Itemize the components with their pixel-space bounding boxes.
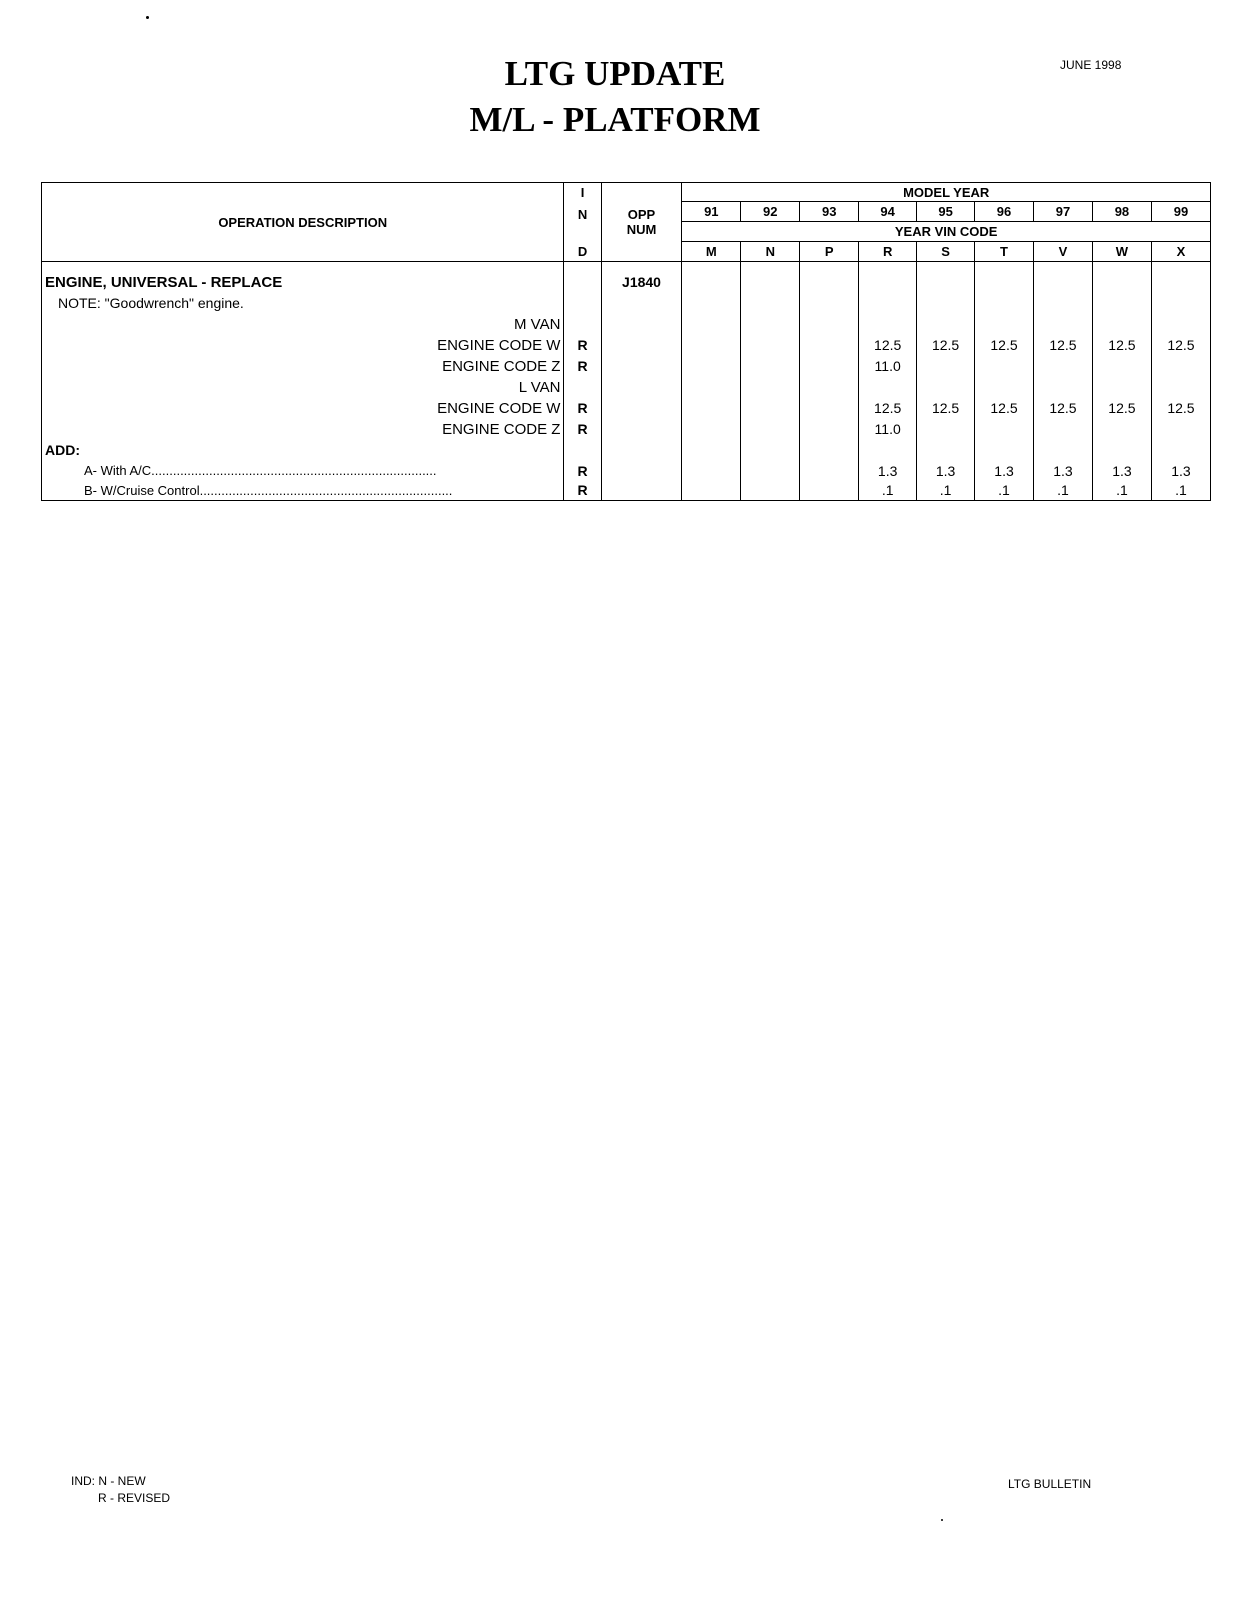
labor-time-value: [1092, 377, 1151, 398]
labor-time-value: [800, 398, 859, 419]
labor-time-value: [800, 377, 859, 398]
labor-time-value: [1034, 314, 1093, 335]
row-label: A- With A/C...............................................................................: [42, 461, 564, 481]
labor-time-value: [741, 481, 800, 501]
year-header: 93: [800, 202, 859, 222]
labor-time-value: 1.3: [975, 461, 1034, 481]
labor-time-value: [917, 419, 975, 440]
labor-time-value: [917, 356, 975, 377]
table-row: [42, 398, 1211, 419]
labor-time-value: 1.3: [859, 461, 917, 481]
vin-code: X: [1151, 242, 1210, 262]
labor-time-value: .1: [1034, 481, 1093, 501]
labor-time-value: 11.0: [859, 419, 917, 440]
labor-time-value: 12.5: [1151, 335, 1210, 356]
opp-number: J1840: [601, 272, 682, 293]
year-header: 96: [975, 202, 1034, 222]
labor-time-value: [741, 461, 800, 481]
vin-code: P: [800, 242, 859, 262]
data-rows: [42, 314, 1211, 440]
labor-time-value: 12.5: [917, 335, 975, 356]
row-label: L VAN: [42, 377, 564, 398]
labor-time-value: [1151, 356, 1210, 377]
row-opp-cell: [601, 398, 682, 419]
labor-time-value: [682, 398, 741, 419]
row-label: M VAN: [42, 314, 564, 335]
labor-time-value: 1.3: [1034, 461, 1093, 481]
labor-time-value: [800, 335, 859, 356]
year-header: 91: [682, 202, 741, 222]
table-row: [42, 481, 1211, 501]
labor-time-value: [917, 377, 975, 398]
table-body: [42, 262, 1211, 314]
labor-time-value: [1151, 419, 1210, 440]
labor-time-value: [682, 419, 741, 440]
row-indicator: R: [564, 461, 601, 481]
row-indicator: [564, 377, 601, 398]
labor-time-value: [859, 377, 917, 398]
model-year-header: MODEL YEAR: [682, 183, 1211, 202]
row-label: ENGINE CODE W: [42, 335, 564, 356]
ind-header-n: N: [564, 202, 601, 222]
operation-title: ENGINE, UNIVERSAL - REPLACE: [42, 272, 564, 293]
row-opp-cell: [601, 377, 682, 398]
document-date: JUNE 1998: [1060, 58, 1122, 72]
vin-code: M: [682, 242, 741, 262]
row-indicator: R: [564, 481, 601, 501]
labor-time-value: [1092, 356, 1151, 377]
table-row: [42, 335, 1211, 356]
speck: [941, 1519, 943, 1521]
row-indicator: R: [564, 398, 601, 419]
opp-header-blank: [601, 242, 682, 262]
labor-time-value: 12.5: [859, 335, 917, 356]
labor-time-value: [975, 356, 1034, 377]
table-header: [42, 183, 1211, 262]
labor-time-value: [741, 398, 800, 419]
labor-time-value: 12.5: [1151, 398, 1210, 419]
table-row: [42, 272, 1211, 293]
labor-time-value: [741, 419, 800, 440]
table-row: [42, 314, 1211, 335]
labor-time-value: 12.5: [1034, 335, 1093, 356]
labor-time-value: 12.5: [859, 398, 917, 419]
opp-header-line2: NUM: [601, 222, 682, 242]
labor-time-value: [975, 419, 1034, 440]
row-label: ENGINE CODE W: [42, 398, 564, 419]
add-label: ADD:: [42, 440, 564, 461]
add-section: [42, 440, 1211, 461]
row-opp-cell: [601, 314, 682, 335]
labor-time-value: [800, 419, 859, 440]
page-title: LTG UPDATE: [504, 54, 726, 93]
labor-time-value: 1.3: [1092, 461, 1151, 481]
labor-time-value: 12.5: [917, 398, 975, 419]
labor-time-value: [741, 377, 800, 398]
labor-time-value: [800, 356, 859, 377]
vin-code: W: [1092, 242, 1151, 262]
add-rows: [42, 461, 1211, 501]
labor-time-value: .1: [917, 481, 975, 501]
labor-time-value: [741, 335, 800, 356]
labor-time-value: 11.0: [859, 356, 917, 377]
labor-time-value: [800, 314, 859, 335]
table-row: [42, 461, 1211, 481]
labor-time-value: [682, 356, 741, 377]
table-row: [42, 419, 1211, 440]
row-opp-cell: [601, 335, 682, 356]
labor-time-value: 1.3: [917, 461, 975, 481]
labor-time-value: [1151, 377, 1210, 398]
table-row: [42, 293, 1211, 314]
labor-time-value: [682, 461, 741, 481]
year-header: 98: [1092, 202, 1151, 222]
row-opp-cell: [601, 461, 682, 481]
year-header: 92: [741, 202, 800, 222]
row-opp-cell: [601, 481, 682, 501]
labor-time-value: [682, 314, 741, 335]
year-header: 95: [917, 202, 975, 222]
vin-code: S: [917, 242, 975, 262]
year-header: 94: [859, 202, 917, 222]
ind-header-i: I: [564, 183, 601, 202]
speck: [146, 16, 149, 19]
row-indicator: R: [564, 356, 601, 377]
page-subtitle: M/L - PLATFORM: [469, 100, 761, 139]
row-indicator: R: [564, 335, 601, 356]
ind-header-d-letter: D: [564, 242, 601, 262]
labor-time-value: [800, 481, 859, 501]
operation-description-header: OPERATION DESCRIPTION: [42, 183, 564, 262]
labor-time-value: 12.5: [975, 398, 1034, 419]
bulletin-label: LTG BULLETIN: [1008, 1477, 1092, 1491]
labor-time-value: [682, 377, 741, 398]
year-header: 97: [1034, 202, 1093, 222]
labor-time-table: [41, 182, 1211, 501]
labor-time-value: [975, 314, 1034, 335]
labor-time-value: [975, 377, 1034, 398]
labor-time-value: 1.3: [1151, 461, 1210, 481]
labor-time-value: [1034, 419, 1093, 440]
operation-note: NOTE: "Goodwrench" engine.: [42, 293, 564, 314]
legend-revised: R - REVISED: [98, 1491, 171, 1505]
vin-code: V: [1034, 242, 1093, 262]
vin-code: R: [859, 242, 917, 262]
opp-header-line1: OPP: [601, 183, 682, 222]
labor-time-value: 12.5: [1092, 335, 1151, 356]
year-header: 99: [1151, 202, 1210, 222]
table-row: [42, 377, 1211, 398]
labor-time-value: 12.5: [975, 335, 1034, 356]
ind-header-d: [564, 222, 601, 242]
labor-time-value: [1092, 314, 1151, 335]
labor-time-value: .1: [975, 481, 1034, 501]
labor-time-value: .1: [1151, 481, 1210, 501]
labor-time-value: [682, 335, 741, 356]
row-label: ENGINE CODE Z: [42, 356, 564, 377]
labor-time-value: [682, 481, 741, 501]
row-indicator: R: [564, 419, 601, 440]
labor-time-value: [1034, 377, 1093, 398]
row-label: B- W/Cruise Control......................................................................: [42, 481, 564, 501]
row-indicator: [564, 314, 601, 335]
labor-time-value: .1: [1092, 481, 1151, 501]
labor-time-value: [1034, 356, 1093, 377]
legend-new: IND: N - NEW: [71, 1474, 146, 1488]
labor-time-value: [741, 356, 800, 377]
vin-code: T: [975, 242, 1034, 262]
labor-time-value: [859, 314, 917, 335]
labor-time-value: [1151, 314, 1210, 335]
table-row: [42, 356, 1211, 377]
labor-time-value: [917, 314, 975, 335]
labor-time-value: [1092, 419, 1151, 440]
row-label: ENGINE CODE Z: [42, 419, 564, 440]
labor-time-value: 12.5: [1034, 398, 1093, 419]
table-row: [42, 440, 1211, 461]
labor-time-value: .1: [859, 481, 917, 501]
labor-time-value: [800, 461, 859, 481]
row-opp-cell: [601, 356, 682, 377]
labor-time-value: 12.5: [1092, 398, 1151, 419]
vin-code-header: YEAR VIN CODE: [682, 222, 1211, 242]
vin-code: N: [741, 242, 800, 262]
labor-time-value: [741, 314, 800, 335]
row-opp-cell: [601, 419, 682, 440]
